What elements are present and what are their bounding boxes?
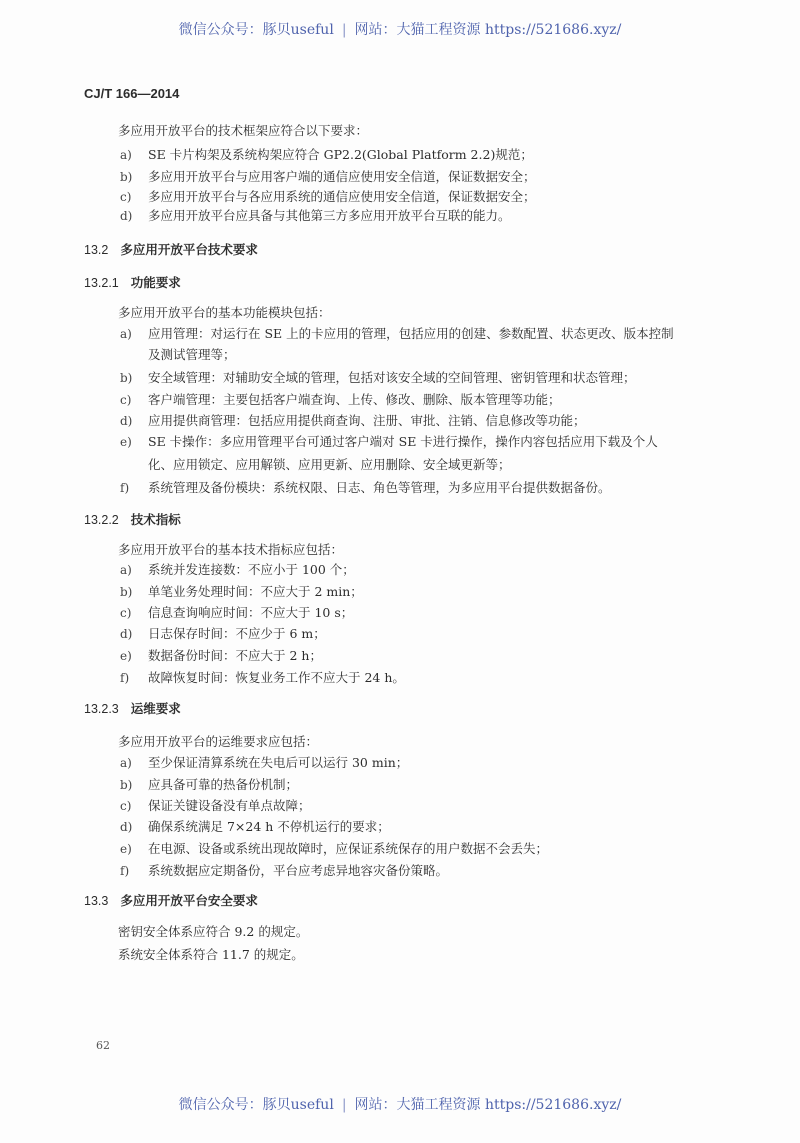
list-item-label: b) [120, 371, 133, 385]
list-item-label: b) [120, 170, 133, 184]
list-item-label: e) [120, 435, 132, 449]
list-item-label: c) [120, 799, 132, 813]
section-heading [84, 892, 258, 910]
list-item-text: 至少保证清算系统在失电后可以运行 30 min； [148, 755, 409, 770]
list-item-text: 系统并发连接数：不应小于 100 个； [148, 562, 355, 577]
list-item-text: 故障恢复时间：恢复业务工作不应大于 24 h。 [148, 670, 405, 685]
list-item-text: 应具备可靠的热备份机制； [148, 777, 299, 792]
list-item-text: 日志保存时间：不应少于 6 m； [148, 626, 326, 641]
list-item-label: a) [120, 756, 132, 770]
watermark-separator: | [341, 1097, 347, 1113]
list-item-text: 客户端管理：主要包括客户端查询、上传、修改、删除、版本管理等功能； [148, 392, 561, 407]
paragraph: 多应用开放平台的运维要求应包括： [118, 734, 319, 749]
list-item-label: d) [120, 209, 133, 223]
list-item-text: 确保系统满足 7×24 h 不停机运行的要求； [148, 819, 390, 834]
section-heading [84, 274, 181, 292]
list-item-label: d) [120, 820, 133, 834]
paragraph: 系统安全体系符合 11.7 的规定。 [118, 947, 304, 962]
section-number: 13.2 [84, 243, 109, 257]
watermark-website: 网站：大猫工程资源 https://521686.xyz/ [354, 22, 622, 38]
list-item-label: b) [120, 778, 133, 792]
section-number: 13.2.1 [84, 276, 119, 290]
list-item-label: b) [120, 585, 133, 599]
list-item-text: 化、应用锁定、应用解锁、应用更新、应用删除、安全域更新等； [148, 457, 511, 472]
list-item-text: SE 卡片构架及系统构架应符合 GP2.2(Global Platform 2.2)规范； [148, 147, 533, 162]
list-item-text: 系统数据应定期备份，平台应考虑异地容灾备份策略。 [148, 863, 449, 878]
section-title: 运维要求 [130, 702, 181, 716]
standard-code: CJ/T 166—2014 [84, 86, 180, 101]
list-item-text: 数据备份时间：不应大于 2 h； [148, 648, 322, 663]
paragraph: 密钥安全体系应符合 9.2 的规定。 [118, 924, 309, 939]
section-heading [84, 700, 181, 718]
list-item-label: e) [120, 649, 132, 663]
watermark-website: 网站：大猫工程资源 https://521686.xyz/ [354, 1097, 622, 1113]
list-item-text: 多应用开放平台与应用客户端的通信应使用安全信道，保证数据安全； [148, 169, 536, 184]
list-item-label: d) [120, 414, 133, 428]
list-item-label: c) [120, 393, 132, 407]
watermark-separator: | [341, 22, 347, 38]
list-item-label: a) [120, 148, 132, 162]
paragraph: 多应用开放平台的技术框架应符合以下要求： [118, 123, 369, 138]
list-item-text: 及测试管理等； [148, 347, 236, 362]
list-item-text: 信息查询响应时间：不应大于 10 s； [148, 605, 354, 620]
list-item-text: 应用提供商管理：包括应用提供商查询、注册、审批、注销、信息修改等功能； [148, 413, 586, 428]
section-heading [84, 241, 258, 259]
list-item-text: 在电源、设备或系统出现故障时，应保证系统保存的用户数据不会丢失； [148, 841, 549, 856]
section-title: 技术指标 [130, 513, 181, 527]
list-item-text: 安全域管理：对辅助安全域的管理，包括对该安全域的空间管理、密钥管理和状态管理； [148, 370, 636, 385]
list-item-label: c) [120, 190, 132, 204]
list-item-text: 多应用开放平台应具备与其他第三方多应用开放平台互联的能力。 [148, 208, 511, 223]
footer-watermark [0, 1094, 800, 1114]
list-item-text: 单笔业务处理时间：不应大于 2 min； [148, 584, 363, 599]
list-item-text: 系统管理及备份模块：系统权限、日志、角色等管理，为多应用平台提供数据备份。 [148, 480, 611, 495]
section-heading [84, 511, 181, 529]
list-item-label: c) [120, 606, 132, 620]
list-item-label: f) [120, 864, 130, 878]
paragraph: 多应用开放平台的基本功能模块包括： [118, 305, 331, 320]
list-item-label: f) [120, 481, 130, 495]
list-item-text: 保证关键设备没有单点故障； [148, 798, 311, 813]
header-watermark [0, 19, 800, 39]
list-item-text: 应用管理：对运行在 SE 上的卡应用的管理，包括应用的创建、参数配置、状态更改、版本控制 [148, 326, 674, 341]
list-item-label: f) [120, 671, 130, 685]
section-number: 13.2.3 [84, 702, 119, 716]
page-number: 62 [96, 1039, 110, 1052]
list-item-label: d) [120, 627, 133, 641]
section-title: 多应用开放平台技术要求 [120, 243, 258, 257]
section-number: 13.2.2 [84, 513, 119, 527]
list-item-label: e) [120, 842, 132, 856]
watermark-wechat: 微信公众号：豚贝useful [178, 22, 334, 38]
list-item-label: a) [120, 563, 132, 577]
section-number: 13.3 [84, 894, 109, 908]
list-item-text: SE 卡操作：多应用管理平台可通过客户端对 SE 卡进行操作，操作内容包括应用下载及个人 [148, 434, 658, 449]
section-title: 功能要求 [130, 276, 181, 290]
section-title: 多应用开放平台安全要求 [120, 894, 258, 908]
paragraph: 多应用开放平台的基本技术指标应包括： [118, 542, 344, 557]
list-item-label: a) [120, 327, 132, 341]
list-item-text: 多应用开放平台与各应用系统的通信应使用安全信道，保证数据安全； [148, 189, 536, 204]
watermark-wechat: 微信公众号：豚贝useful [178, 1097, 334, 1113]
